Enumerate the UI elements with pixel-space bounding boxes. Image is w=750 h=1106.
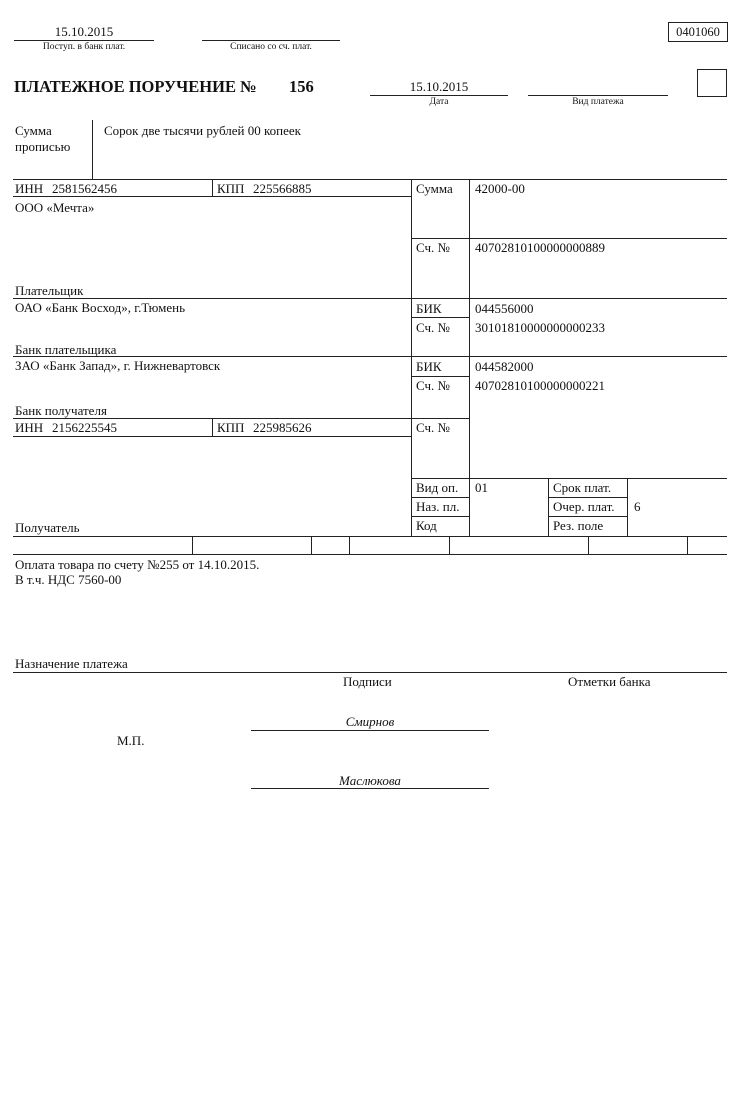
payee-bank-bik: 044582000 <box>475 359 534 374</box>
amount-words-label-2: прописью <box>15 139 71 154</box>
received-date: 15.10.2015 <box>54 24 114 39</box>
tax-field-divider-1 <box>192 536 193 554</box>
amount-label: Сумма <box>416 181 453 196</box>
received-date-label: Поступ. в банк плат. <box>42 42 126 52</box>
payer-bank-bottom-line <box>13 356 727 357</box>
payee-bank-bik-line <box>411 376 469 377</box>
operation-col-divider-2 <box>627 478 628 536</box>
form-code: 0401060 <box>676 25 720 39</box>
payee-account-label: Сч. № <box>416 420 450 435</box>
amount-words-divider <box>92 120 93 179</box>
signature-2: Маслюкова <box>339 773 401 788</box>
payer-kpp: 225566885 <box>253 181 312 196</box>
received-date-line <box>14 40 154 41</box>
tax-field-divider-2 <box>311 536 312 554</box>
form-code-box <box>668 22 728 42</box>
srok-line <box>548 497 627 498</box>
payer-bank-bik-label: БИК <box>416 301 442 316</box>
operation-top-line <box>411 478 727 479</box>
payee-inn-kpp-divider <box>212 418 213 436</box>
amount-value: 42000-00 <box>475 181 525 196</box>
amount-words-label-1: Сумма <box>15 123 52 138</box>
amount-bottom-line <box>411 238 727 239</box>
payee-bank-name: ЗАО «Банк Запад», г. Нижневартовск <box>15 358 221 373</box>
rez-pole-label: Рез. поле <box>553 518 604 533</box>
signature-2-line <box>251 788 489 789</box>
tax-field-divider-3 <box>349 536 350 554</box>
tax-field-divider-4 <box>449 536 450 554</box>
payer-bank-account-label: Сч. № <box>416 320 450 335</box>
grid-line-payer-top <box>13 179 727 180</box>
grid-bottom-line <box>13 536 727 537</box>
order-date-line <box>370 95 508 96</box>
payer-account-label: Сч. № <box>416 240 450 255</box>
vid-op-line <box>411 497 469 498</box>
grid-col-divider-2 <box>469 179 470 536</box>
ocher-plat-label: Очер. плат. <box>553 499 615 514</box>
debited-date-line <box>202 40 340 41</box>
payer-account: 40702810100000000889 <box>475 240 605 255</box>
order-title: ПЛАТЕЖНОЕ ПОРУЧЕНИЕ № <box>14 77 257 96</box>
payee-inn-label: ИНН <box>15 420 44 435</box>
payer-name: ООО «Мечта» <box>15 200 95 215</box>
tax-field-divider-5 <box>588 536 589 554</box>
amount-words-value: Сорок две тысячи рублей 00 копеек <box>104 123 301 138</box>
purpose-bottom-line <box>13 672 727 673</box>
ocher-plat-value: 6 <box>634 499 641 514</box>
payee-bank-bik-label: БИК <box>416 359 442 374</box>
srok-plat-label: Срок плат. <box>553 480 612 495</box>
payee-label: Получатель <box>15 520 80 535</box>
order-number: 156 <box>289 77 314 96</box>
payer-kpp-label: КПП <box>217 181 245 196</box>
tax-fields-bottom-line <box>13 554 727 555</box>
payee-inn-line <box>13 436 411 437</box>
ocher-line <box>548 516 627 517</box>
payer-inn: 2581562456 <box>52 181 117 196</box>
kod-label: Код <box>416 518 437 533</box>
purpose-line-1: Оплата товара по счету №255 от 14.10.2015. <box>15 557 260 572</box>
payer-bank-account: 30101810000000000233 <box>475 320 605 335</box>
payer-inn-label: ИНН <box>15 181 44 196</box>
payee-bank-account-label: Сч. № <box>416 378 450 393</box>
operation-col-divider-1 <box>548 478 549 536</box>
signature-1-line <box>251 730 489 731</box>
payee-kpp: 225985626 <box>253 420 312 435</box>
payer-bank-name: ОАО «Банк Восход», г.Тюмень <box>15 300 186 315</box>
grid-col-divider-1 <box>411 179 412 536</box>
payer-label: Плательщик <box>15 283 84 298</box>
payer-bank-bik-line <box>411 317 469 318</box>
payment-type-label: Вид платежа <box>572 97 624 107</box>
naz-pl-label: Наз. пл. <box>416 499 460 514</box>
payer-bottom-line <box>13 298 727 299</box>
payer-bank-bik: 044556000 <box>475 301 534 316</box>
signature-1: Смирнов <box>345 714 395 729</box>
payee-kpp-label: КПП <box>217 420 245 435</box>
naz-pl-line <box>411 516 469 517</box>
payment-type-line <box>528 95 668 96</box>
order-date-label: Дата <box>429 97 449 107</box>
tax-field-divider-6 <box>687 536 688 554</box>
payee-bank-account: 40702810100000000221 <box>475 378 605 393</box>
debited-date-label: Списано со сч. плат. <box>230 42 312 52</box>
status-box <box>697 69 727 97</box>
purpose-line-2: В т.ч. НДС 7560-00 <box>15 572 122 587</box>
bank-marks-label: Отметки банка <box>568 674 651 689</box>
payer-bank-label: Банк плательщика <box>15 342 117 357</box>
purpose-label: Назначение платежа <box>15 656 128 671</box>
vid-op-label: Вид оп. <box>416 480 459 495</box>
payer-inn-kpp-divider <box>212 179 213 196</box>
payee-bank-label: Банк получателя <box>15 403 107 418</box>
order-date: 15.10.2015 <box>409 79 469 94</box>
signatures-label: Подписи <box>343 674 392 689</box>
stamp-placeholder: М.П. <box>117 733 145 748</box>
vid-op-value: 01 <box>475 480 488 495</box>
payee-inn: 2156225545 <box>52 420 117 435</box>
